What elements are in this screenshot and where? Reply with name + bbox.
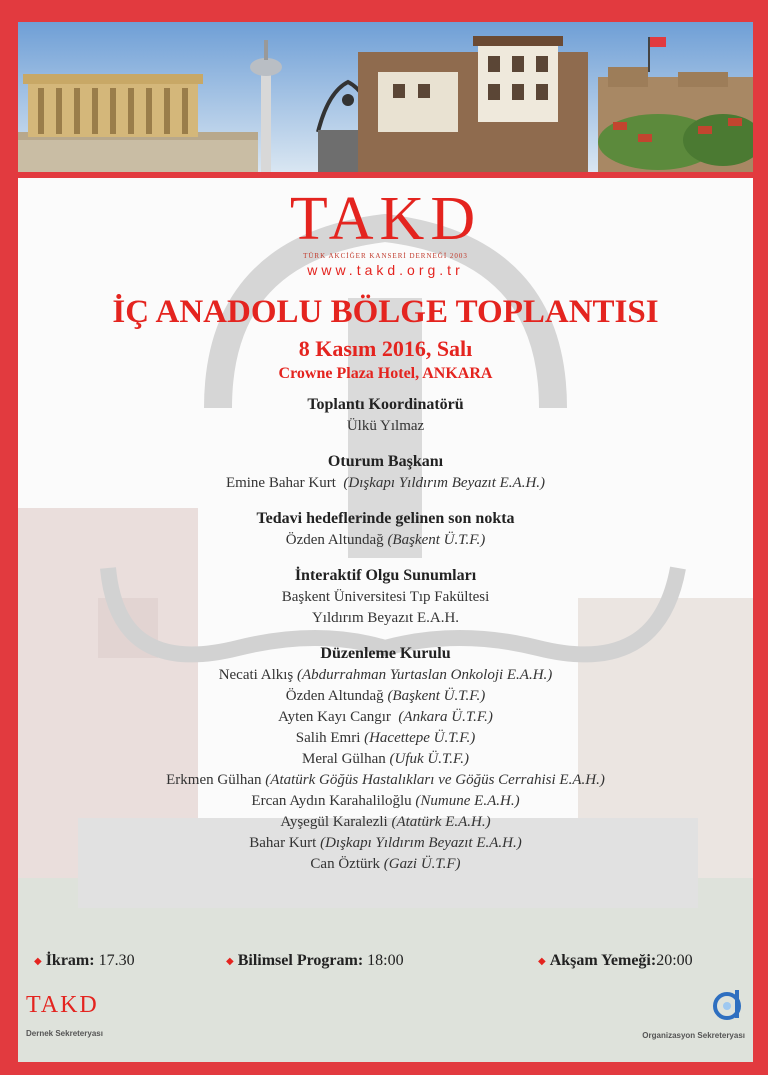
event-venue: Crowne Plaza Hotel, ANKARA <box>278 365 493 382</box>
secretariat-label: Organizasyon Sekreteryası <box>642 1031 745 1040</box>
person-name: Emine Bahar Kurt <box>225 475 336 491</box>
bullet-icon: ◆ <box>226 955 234 967</box>
person-name: Özden Altundağ <box>285 532 384 548</box>
organizer-logo-icon <box>709 988 745 1024</box>
schedule-label: İkram: <box>45 952 95 969</box>
ankara-landmarks-image <box>18 22 753 172</box>
poster-body <box>18 22 753 1062</box>
event-title: İÇ ANADOLU BÖLGE TOPLANTISI <box>112 294 659 330</box>
person-institution: (Başkent Ü.T.F.) <box>387 688 486 704</box>
person-institution: (Başkent Ü.T.F.) <box>387 532 486 548</box>
committee-member <box>18 833 753 854</box>
person-institution: (Ufuk Ü.T.F.) <box>389 751 469 767</box>
schedule-time: 17.30 <box>98 952 135 969</box>
association-secretariat <box>26 992 146 1038</box>
secretariat-label: Dernek Sekreteryası <box>26 1029 103 1038</box>
person-institution: (Dışkapı Yıldırım Beyazıt E.A.H.) <box>343 475 546 491</box>
committee-member <box>18 686 753 707</box>
person-line <box>18 530 753 551</box>
person-name: Can Öztürk <box>310 856 380 872</box>
committee-member <box>18 854 753 875</box>
committee-member <box>18 770 753 791</box>
takd-wordmark: TAKD <box>289 185 482 253</box>
person-name: Erkmen Gülhan <box>166 772 262 788</box>
person-name: Salih Emri <box>295 730 361 746</box>
person-institution: (Atatürk Göğüs Hastalıkları ve Göğüs Cerrahisi E.A.H.) <box>265 772 605 788</box>
takd-logo <box>18 185 753 278</box>
committee-member <box>18 707 753 728</box>
person-name: Meral Gülhan <box>302 751 386 767</box>
schedule-time: 18:00 <box>367 952 404 969</box>
section-heading: Toplantı Koordinatörü <box>307 396 464 413</box>
person-institution: (Hacettepe Ü.T.F.) <box>364 730 476 746</box>
committee-member <box>18 749 753 770</box>
schedule-item <box>538 952 693 970</box>
bullet-icon: ◆ <box>538 955 546 967</box>
person-name: Ayşegül Karalezli <box>280 814 388 830</box>
case-presenter: Başkent Üniversitesi Tıp Fakültesi <box>281 589 490 605</box>
coordinator-section <box>18 394 753 437</box>
committee-member <box>18 728 753 749</box>
schedule-label: Akşam Yemeği: <box>549 952 657 969</box>
committee-section <box>18 643 753 875</box>
section-heading: Tedavi hedeflerinde gelinen son nokta <box>256 510 515 527</box>
talk-section <box>18 508 753 551</box>
person-name: Ülkü Yılmaz <box>346 418 425 434</box>
schedule-item <box>226 952 404 970</box>
section-heading: İnteraktif Olgu Sunumları <box>294 567 477 584</box>
section-heading: Düzenleme Kurulu <box>320 645 451 662</box>
committee-member <box>18 665 753 686</box>
association-name: TÜRK AKCİĞER KANSERİ DERNEĞİ 2003 <box>303 252 468 260</box>
schedule-time: 20:00 <box>656 952 693 969</box>
person-name: Ayten Kayı Cangır <box>278 709 391 725</box>
header-photo-banner <box>18 22 753 172</box>
person-name: Necati Alkış <box>218 667 294 683</box>
person-name: Özden Altundağ <box>285 688 384 704</box>
person-institution: (Gazi Ü.T.F) <box>383 856 461 872</box>
person-institution: (Abdurrahman Yurtaslan Onkoloji E.A.H.) <box>297 667 553 683</box>
person-institution: (Dışkapı Yıldırım Beyazıt E.A.H.) <box>320 835 522 851</box>
committee-member <box>18 812 753 833</box>
section-heading: Oturum Başkanı <box>327 453 444 470</box>
program-content <box>18 394 753 889</box>
schedule-item <box>34 952 135 970</box>
takd-small-logo: TAKD <box>26 992 99 1018</box>
person-institution: (Atatürk E.A.H.) <box>391 814 491 830</box>
case-presenter: Yıldırım Beyazıt E.A.H. <box>311 610 460 626</box>
person-name: Bahar Kurt <box>249 835 317 851</box>
schedule-label: Bilimsel Program: <box>237 952 364 969</box>
bullet-icon: ◆ <box>34 955 42 967</box>
committee-member <box>18 791 753 812</box>
cases-section <box>18 565 753 629</box>
person-name: Ercan Aydın Karahaliloğlu <box>251 793 412 809</box>
website-url[interactable]: www.takd.org.tr <box>307 262 464 278</box>
organization-secretariat <box>595 988 745 1040</box>
chair-section <box>18 451 753 494</box>
person-institution: (Ankara Ü.T.F.) <box>398 709 493 725</box>
person-line <box>18 473 753 494</box>
person-institution: (Numune E.A.H.) <box>415 793 520 809</box>
event-date: 8 Kasım 2016, Salı <box>298 336 473 361</box>
